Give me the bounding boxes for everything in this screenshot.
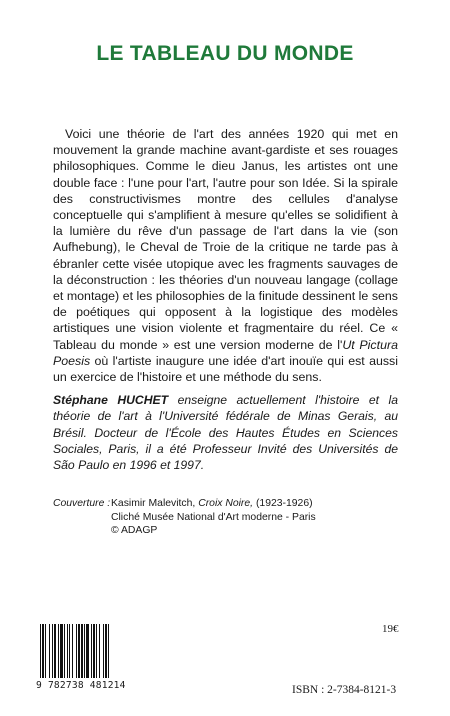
barcode-icon bbox=[40, 624, 140, 678]
credits-label: Couverture : bbox=[53, 498, 111, 509]
isbn-label: ISBN : 2-7384-8121-3 bbox=[292, 684, 397, 696]
credits-work: Croix Noire, bbox=[198, 498, 254, 509]
back-cover-blurb bbox=[53, 126, 398, 385]
author-name: Stéphane HUCHET bbox=[53, 393, 169, 407]
credits-artist: Kasimir Malevitch, bbox=[111, 498, 196, 509]
price-label: 19€ bbox=[382, 623, 399, 635]
blurb-italic-title: Ut Pictura Poesis bbox=[53, 337, 398, 368]
credits-photo: Cliché Musée National d'Art moderne - Paris bbox=[111, 511, 316, 523]
book-title: LE TABLEAU DU MONDE bbox=[96, 42, 354, 65]
author-bio bbox=[53, 392, 398, 473]
credits-copyright: © ADAGP bbox=[111, 525, 158, 537]
credits-dates: (1923-1926) bbox=[255, 498, 313, 509]
blurb-text: Voici une théorie de l'art des années 1920 qui met en mouvement la grande machine avant-gardiste et ses rouages philosophiques. Comme le dieu Janus, les artistes ont une double face : l'une pour l'art, l'autre pour son Idée. Si la spirale des constructivismes montre des cellules d'analyse conceptuelle qui s'amplifient à mesure qu'elles se solidifient à la lumière du rêve d'un passage de l'art dans la vie (son Aufhebung), le Cheval de Troie de la critique ne tarde pas à ébranler cette visée utopique avec les fragments sauvages de la déconstruction : les théories d'un nouveau langage (collage et montage) et les philosophies de la finitude dessinent le sens de poétiques qui opposent à la logistique des modèles artistiques une vision violente et fragmentaire du réel. Ce « Tableau du monde » est une version moderne de l' bbox=[53, 127, 398, 352]
author-bio-text: enseigne actuellement l'histoire et la théorie de l'art à l'Université fédérale de Minas Gerais, au Brésil. Docteur de l'École des Hautes Études en Sciences Sociales, Paris, il a été Professeur Invité des Universités de São Paulo en 1996 et 1997. bbox=[53, 393, 398, 473]
blurb-text-end: où l'artiste inaugure une idée d'art inouïe qui est aussi un exercice de l'histoire et une méthode du sens. bbox=[53, 353, 398, 385]
cover-credits bbox=[53, 497, 413, 538]
barcode-digits: 9 782738 481214 bbox=[36, 680, 126, 691]
